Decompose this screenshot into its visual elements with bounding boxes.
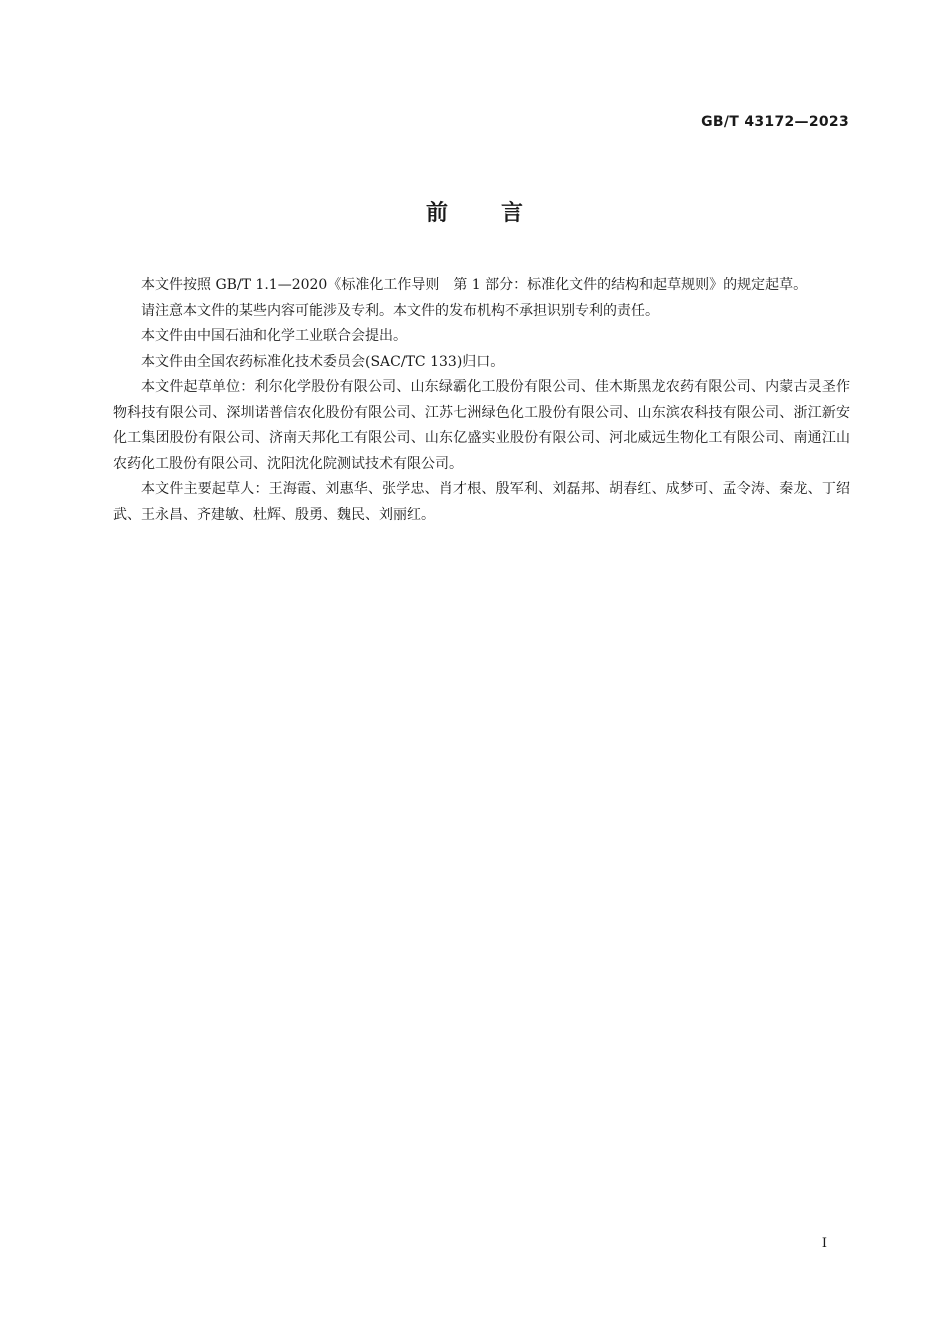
page-number: I (821, 1236, 827, 1251)
section-title-char-2: 言 (501, 201, 525, 226)
paragraph-drafting-rules: 本文件按照 GB/T 1.1—2020《标准化工作导则 第 1 部分：标准化文件的结构和起草规则》的规定起草。 (141, 277, 808, 293)
paragraph-proposer: 本文件由中国石油和化学工业联合会提出。 (141, 328, 407, 344)
paragraph-main-drafters: 本文件主要起草人：王海霞、刘惠华、张学忠、肖才根、殷军利、刘磊邦、胡春红、成梦可、孟令涛、秦龙、丁绍武、王永昌、齐建敏、杜辉、殷勇、魏民、刘丽红。 (113, 481, 850, 523)
section-title (0, 196, 950, 227)
paragraph-drafting-units: 本文件起草单位：利尔化学股份有限公司、山东绿霸化工股份有限公司、佳木斯黑龙农药有限公司、内蒙古灵圣作物科技有限公司、深圳诺普信农化股份有限公司、江苏七洲绿色化工股份有限公司、山东滨农科技有限公司、浙江新安化工集团股份有限公司、济南天邦化工有限公司、山东亿盛实业股份有限公司、河北威远生物化工有限公司、南通江山农药化工股份有限公司、沈阳沈化院测试技术有限公司。 (113, 379, 850, 472)
standard-number: GB/T 43172—2023 (701, 114, 849, 130)
foreword-body (113, 273, 850, 528)
paragraph-patent-notice: 请注意本文件的某些内容可能涉及专利。本文件的发布机构不承担识别专利的责任。 (141, 302, 659, 319)
paragraph-technical-committee: 本文件由全国农药标准化技术委员会(SAC/TC 133)归口。 (141, 353, 505, 370)
section-title-char-1: 前 (425, 201, 449, 226)
